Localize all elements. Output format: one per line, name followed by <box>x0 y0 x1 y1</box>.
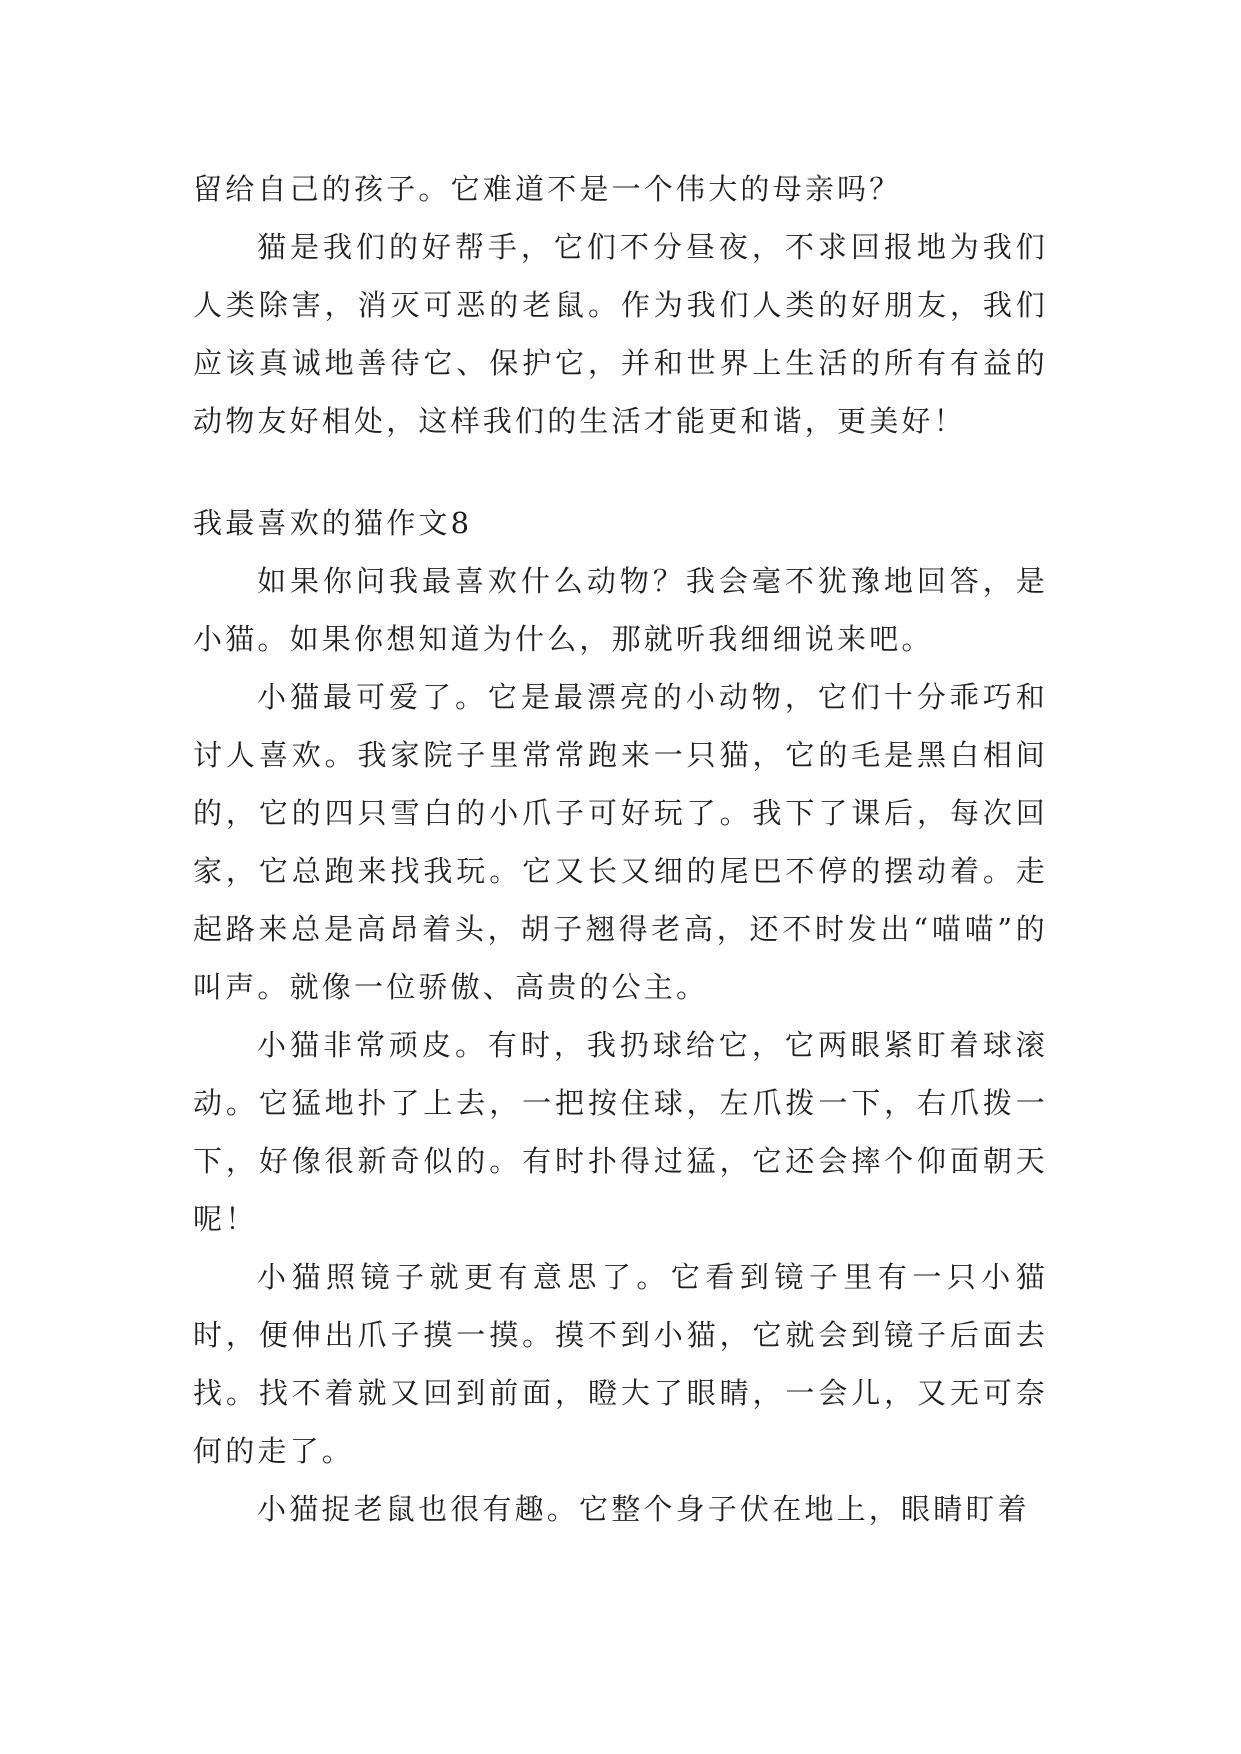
paragraph-5: 小猫非常顽皮。有时，我扔球给它，它两眼紧盯着球滚动。它猛地扑了上去，一把按住球，左爪拨一下，右爪拨一下，好像很新奇似的。有时扑得过猛，它还会摔个仰面朝天呢！ <box>193 1028 1048 1236</box>
paragraph-1: 留给自己的孩子。它难道不是一个伟大的母亲吗？ <box>193 172 902 206</box>
paragraph-7: 小猫捉老鼠也很有趣。它整个身子伏在地上，眼睛盯着 <box>257 1492 1030 1526</box>
paragraph-3: 如果你问我最喜欢什么动物？我会毫不犹豫地回答，是小猫。如果你想知道为什么，那就听我细细说来吧。 <box>193 564 1048 656</box>
section-heading: 我最喜欢的猫作文8 <box>193 506 473 540</box>
paragraph-6: 小猫照镜子就更有意思了。它看到镜子里有一只小猫时，便伸出爪子摸一摸。摸不到小猫，它就会到镜子后面去找。找不着就又回到前面，瞪大了眼睛，一会儿，又无可奈何的走了。 <box>193 1260 1048 1468</box>
paragraph-4: 小猫最可爱了。它是最漂亮的小动物，它们十分乖巧和讨人喜欢。我家院子里常常跑来一只猫，它的毛是黑白相间的，它的四只雪白的小爪子可好玩了。我下了课后，每次回家，它总跑来找我玩。它又长又细的尾巴不停的摆动着。走起路来总是高昂着头，胡子翘得老高，还不时发出“喵喵”的叫声。就像一位骄傲、高贵的公主。 <box>193 680 1048 1004</box>
document-body <box>193 160 1048 1538</box>
paragraph-2: 猫是我们的好帮手，它们不分昼夜，不求回报地为我们人类除害，消灭可恶的老鼠。作为我们人类的好朋友，我们应该真诚地善待它、保护它，并和世界上生活的所有有益的动物友好相处，这样我们的生活才能更和谐，更美好！ <box>193 230 1048 438</box>
